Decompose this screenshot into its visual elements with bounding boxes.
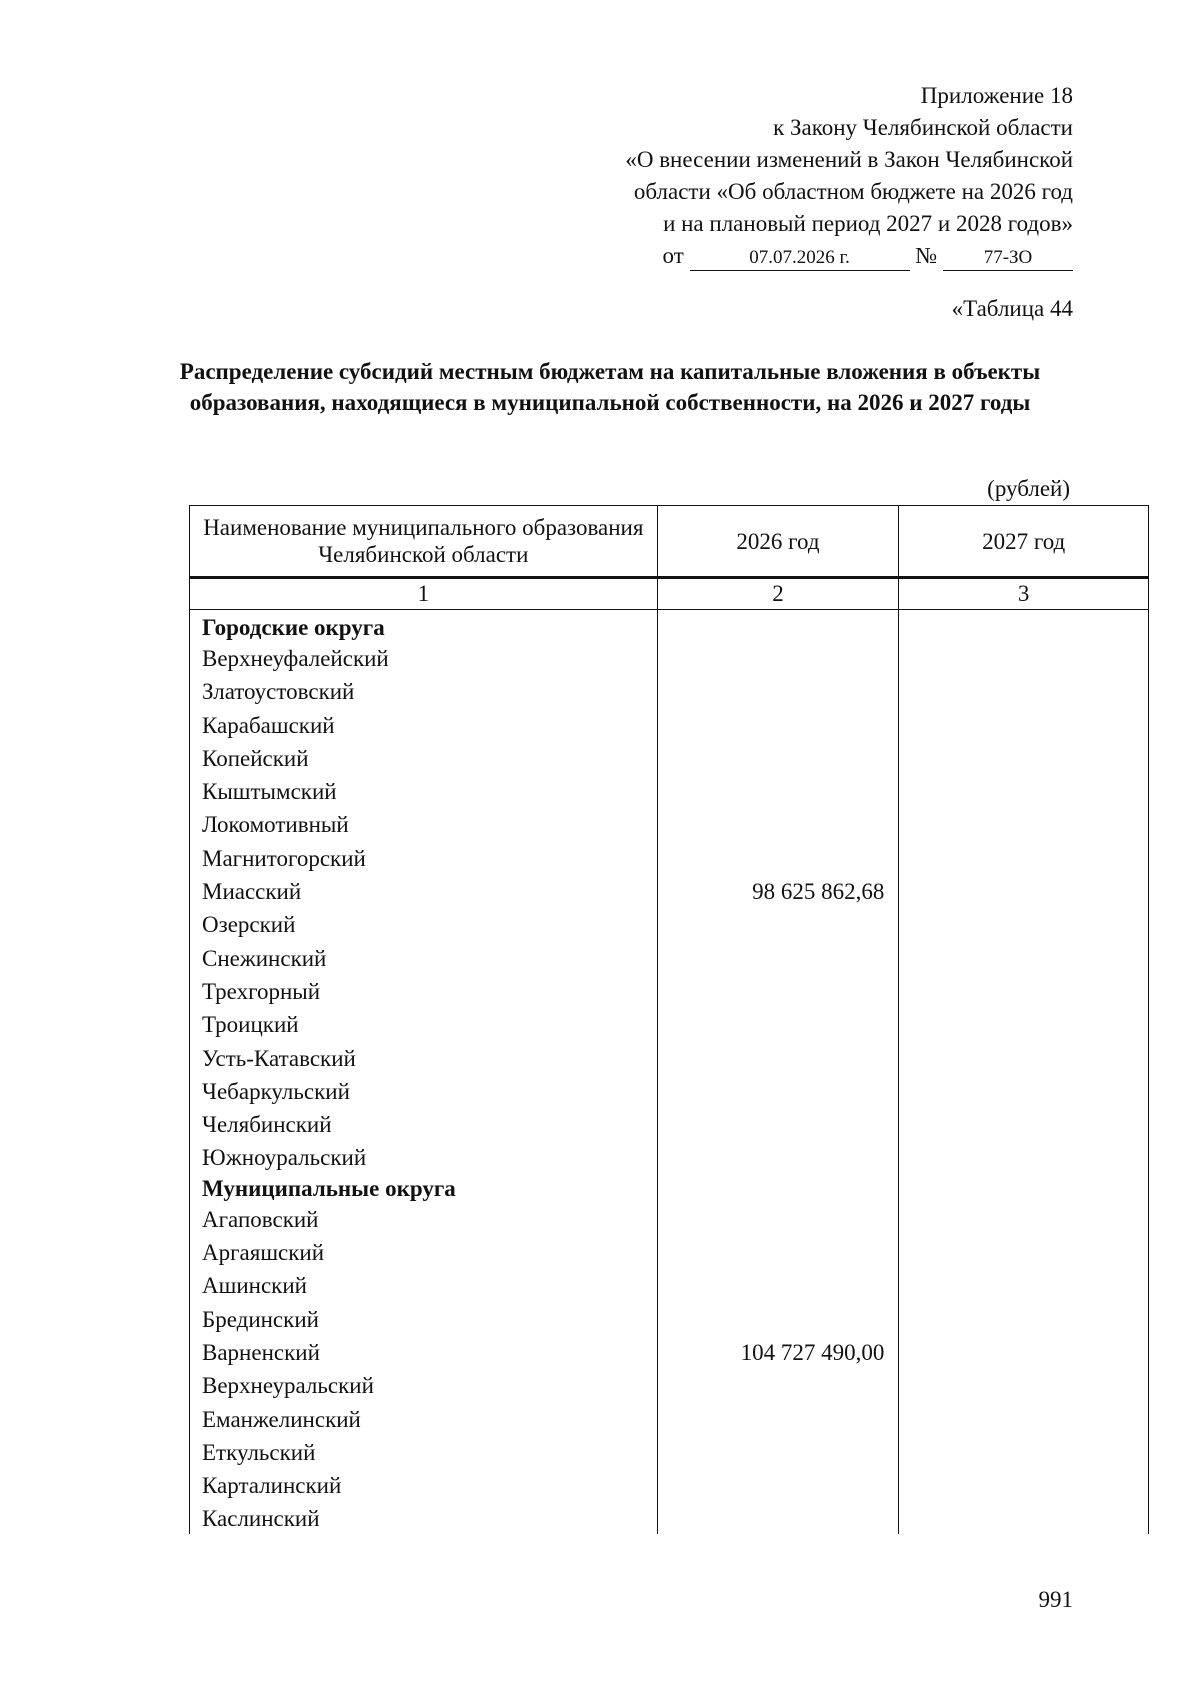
amount-2026: 104 727 490,00 [740, 1340, 885, 1365]
amount-list-2027 [899, 610, 1148, 1530]
appendix-line: области «Об областном бюджете на 2026 год [633, 179, 1073, 204]
municipality-name: Верхнеуральский [202, 1373, 374, 1399]
appendix-line: и на плановый период 2027 и 2028 годов» [663, 211, 1073, 236]
column-number: 2 [657, 578, 899, 610]
column-number: 3 [899, 578, 1149, 610]
group-heading: Муниципальные округа [202, 1175, 456, 1201]
municipality-name: Карабашский [202, 712, 335, 738]
subsidy-table [189, 505, 1149, 1534]
municipality-name: Варненский [202, 1339, 320, 1365]
amounts-2027-column [899, 610, 1149, 1535]
municipality-name: Челябинский [202, 1112, 332, 1138]
municipality-name: Миасский [202, 879, 302, 905]
municipality-name: Локомотивный [202, 812, 349, 838]
appendix-line: Приложение 18 [920, 83, 1073, 108]
number-label: № [915, 243, 938, 268]
municipality-name: Карталинский [202, 1473, 342, 1499]
law-number: 77-ЗО [943, 246, 1073, 271]
municipality-name: Снежинский [202, 945, 327, 971]
appendix-block [513, 80, 1073, 272]
municipality-name: Южноуральский [202, 1145, 367, 1171]
document-title: Распределение субсидий местным бюджетам на капитальные вложения в объекты образования, находящиеся в муниципальной собственности, на 2026 и 2027 годы [179, 359, 1041, 415]
law-date: 07.07.2026 г. [690, 246, 910, 271]
municipality-name: Трехгорный [202, 978, 321, 1004]
appendix-line: к Закону Челябинской области [773, 115, 1073, 140]
table-label: «Таблица 44 [951, 296, 1073, 321]
names-column [190, 610, 658, 1535]
column-header-name: Наименование муниципального образования Челябинской области [190, 506, 658, 578]
municipality-name: Усть-Катавский [202, 1045, 356, 1071]
municipality-name: Копейский [202, 745, 309, 771]
header-row [190, 506, 1149, 578]
column-number: 1 [190, 578, 658, 610]
municipality-name: Златоустовский [202, 679, 355, 705]
municipality-name: Агаповский [202, 1206, 319, 1232]
municipality-name: Еткульский [202, 1439, 316, 1465]
table-body-row [190, 610, 1149, 1535]
page-number: 991 [1038, 1587, 1073, 1612]
municipality-name: Ашинский [202, 1273, 307, 1299]
municipality-name: Чебаркульский [202, 1078, 350, 1104]
column-number-row [190, 578, 1149, 610]
municipality-name: Верхнеуфалейский [202, 646, 389, 671]
appendix-line: «О внесении изменений в Закон Челябинской [625, 147, 1073, 172]
municipality-name: Каслинский [202, 1506, 320, 1532]
municipality-list [190, 610, 657, 1534]
municipality-name: Озерский [202, 912, 296, 938]
from-label: от [662, 243, 684, 268]
amount-2026: 98 625 862,68 [752, 879, 885, 905]
municipality-name: Магнитогорский [202, 845, 366, 871]
unit-label: (рублей) [987, 476, 1070, 501]
column-header-2027: 2027 год [899, 506, 1149, 578]
municipality-name: Кыштымский [202, 779, 337, 805]
municipality-name: Брединский [202, 1306, 319, 1332]
municipality-name: Еманжелинский [202, 1406, 361, 1432]
amounts-2026-column [657, 610, 899, 1535]
column-header-2026: 2026 год [657, 506, 899, 578]
amount-list [658, 610, 899, 1530]
group-heading: Городские округа [202, 615, 385, 640]
municipality-name: Троицкий [202, 1012, 299, 1038]
municipality-name: Аргаяшский [202, 1240, 325, 1266]
law-reference [513, 240, 1073, 272]
